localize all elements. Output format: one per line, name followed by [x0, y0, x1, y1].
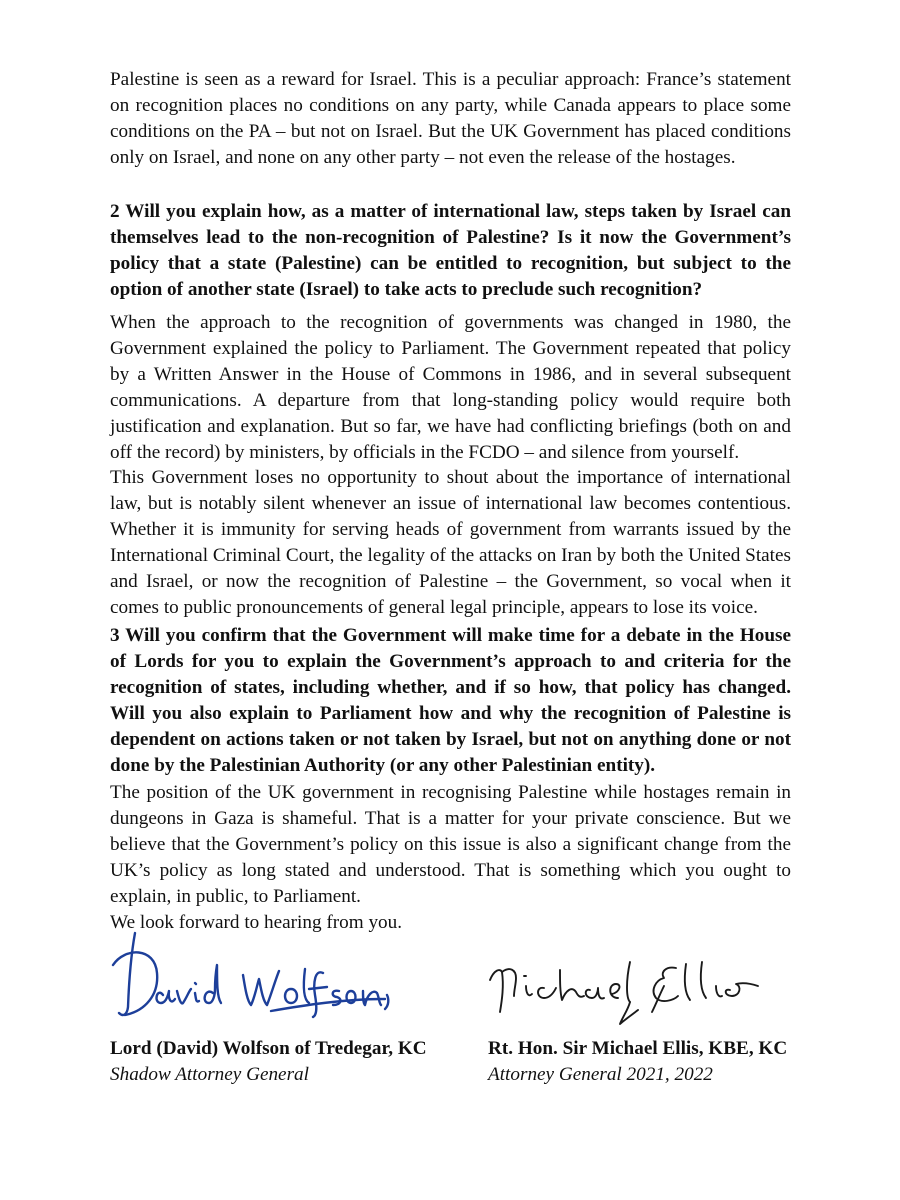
signature-ellis-strokes	[490, 962, 758, 1024]
paragraph-hostages: The position of the UK government in recognising Palestine while hostages remain in dungeons in Gaza is shameful. That is a matter for your private conscience. But we believe that the Government’s policy on this issue is also a significant change from the UK’s policy as long stated and understood. That is something which you ought to explain, in public, to Parliament.	[110, 782, 791, 907]
signatory-name: Rt. Hon. Sir Michael Ellis, KBE, KC	[488, 1038, 788, 1059]
paragraph-closing: We look forward to hearing from you.	[110, 912, 403, 933]
signatory-wolfson	[110, 1036, 427, 1088]
signature-ellis	[480, 950, 770, 1030]
signature-wolfson	[95, 925, 395, 1025]
signatory-title: Attorney General 2021, 2022	[488, 1064, 713, 1085]
signatory-title: Shadow Attorney General	[110, 1064, 309, 1085]
question-2: 2 Will you explain how, as a matter of international law, steps taken by Israel can themselves lead to the non-recognition of Palestine? Is it now the Government’s policy that a state (Palestine) can be entitled to recognition, but subject to the option of another state (Israel) to take acts to preclude such recognition?	[110, 201, 791, 300]
paragraph-recognition-reward: Palestine is seen as a reward for Israel. This is a peculiar approach: France’s statement on recognition places no conditions on any party, while Canada appears to place some conditions on the PA – but not on Israel. But the UK Government has placed conditions only on Israel, and none on any other party – not even the release of the hostages.	[110, 69, 791, 168]
signature-wolfson-strokes	[113, 933, 388, 1017]
question-3: 3 Will you confirm that the Government will make time for a debate in the House of Lords for you to explain the Government’s approach to and criteria for the recognition of states, including whether, and if so how, that policy has changed. Will you also explain to Parliament how and why the recognition of Palestine is dependent on actions taken or not taken by Israel, but not on anything done or not done by the Palestinian Authority (or any other Palestinian entity).	[110, 625, 791, 776]
signatory-name: Lord (David) Wolfson of Tredegar, KC	[110, 1038, 427, 1059]
signatory-ellis	[488, 1036, 787, 1088]
paragraph-policy-history: When the approach to the recognition of governments was changed in 1980, the Government explained the policy to Parliament. The Government repeated that policy by a Written Answer in the House of Commons in 1986, and in several subsequent communications. A departure from that long-standing policy would require both justification and explanation. But so far, we have had conflicting briefings (both on and off the record) by ministers, by officials in the FCDO – and silence from yourself.	[110, 312, 791, 463]
paragraph-international-law: This Government loses no opportunity to shout about the importance of international law, but is notably silent whenever an issue of international law becomes contentious. Whether it is immunity for serving heads of government from warrants issued by the International Criminal Court, the legality of the attacks on Iran by both the United States and Israel, or now the recognition of Palestine – the Government, so vocal when it comes to public pronouncements of general legal principle, appears to lose its voice.	[110, 467, 791, 618]
